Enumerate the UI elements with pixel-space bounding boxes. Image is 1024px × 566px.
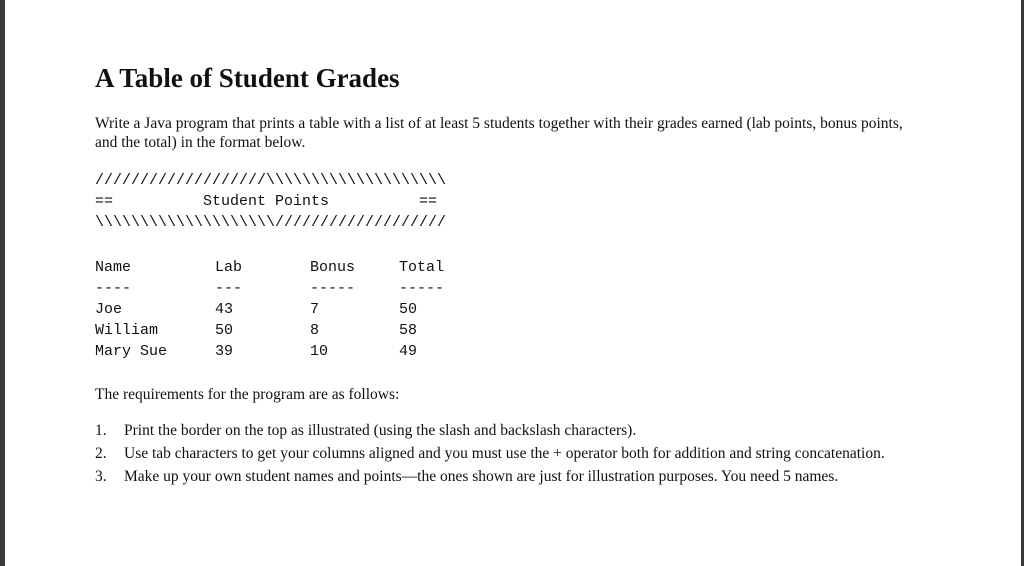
table-row: [95, 299, 469, 320]
border-top: ///////////////////\\\\\\\\\\\\\\\\\\\\: [95, 172, 447, 189]
list-number: 2.: [95, 445, 107, 462]
ascii-border: [95, 170, 925, 233]
grades-table: [95, 257, 469, 362]
separator-cell: ---: [215, 280, 243, 297]
list-item: [95, 467, 925, 486]
list-number: 3.: [95, 468, 107, 485]
separator-cell: ----: [95, 280, 132, 297]
separator-cell: -----: [399, 280, 445, 297]
content-area: [95, 60, 925, 490]
list-text: Make up your own student names and points—the ones shown are just for illustration purposes. You need 5 names.: [124, 468, 839, 485]
cell-name: William: [95, 322, 159, 339]
cell-total: 58: [399, 322, 418, 339]
cell-lab: 43: [215, 301, 234, 318]
table-separator-row: [95, 278, 469, 299]
cell-total: 49: [399, 343, 418, 360]
header-bonus: Bonus: [310, 259, 356, 276]
header-total: Total: [399, 259, 445, 276]
requirements-list: [95, 421, 925, 486]
cell-name: Joe: [95, 301, 123, 318]
border-middle: == Student Points ==: [95, 193, 438, 210]
separator-cell: -----: [310, 280, 356, 297]
cell-lab: 50: [215, 322, 234, 339]
page-title: A Table of Student Grades: [95, 63, 400, 93]
list-item: [95, 421, 925, 440]
intro-paragraph: Write a Java program that prints a table with a list of at least 5 students together with their grades earned (lab points, bonus points, and the total) in the format below.: [95, 115, 903, 151]
table-row: [95, 341, 469, 362]
list-text: Print the border on the top as illustrated (using the slash and backslash characters).: [124, 422, 637, 439]
border-bottom: \\\\\\\\\\\\\\\\\\\\///////////////////: [95, 214, 447, 231]
header-lab: Lab: [215, 259, 243, 276]
cell-bonus: 8: [310, 322, 320, 339]
cell-bonus: 7: [310, 301, 320, 318]
table-row: [95, 320, 469, 341]
list-item: [95, 444, 925, 463]
header-name: Name: [95, 259, 132, 276]
list-number: 1.: [95, 422, 107, 439]
cell-name: Mary Sue: [95, 343, 168, 360]
requirements-intro: The requirements for the program are as follows:: [95, 386, 400, 403]
cell-bonus: 10: [310, 343, 329, 360]
table-header-row: [95, 257, 469, 278]
cell-total: 50: [399, 301, 418, 318]
left-edge: [0, 0, 5, 566]
list-text: Use tab characters to get your columns aligned and you must use the + operator both for addition and string concatenation.: [124, 445, 885, 462]
cell-lab: 39: [215, 343, 234, 360]
